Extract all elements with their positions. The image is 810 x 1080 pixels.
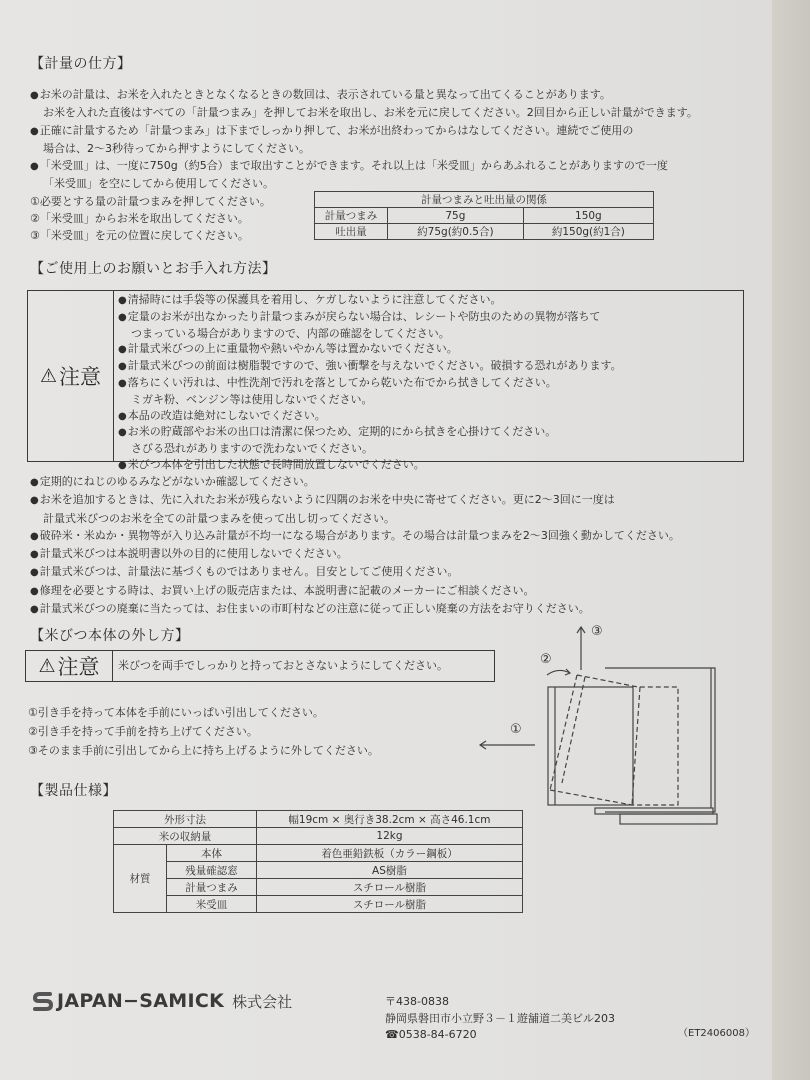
caution-text: 注意: [57, 655, 100, 679]
step-line: ③「米受皿」を元の位置に戻してください。: [30, 229, 249, 243]
material-value: スチロール樹脂: [256, 879, 522, 896]
caution-label: [26, 651, 113, 681]
diagram-label-2: ②: [540, 652, 552, 667]
warning-triangle-icon: ⚠: [38, 655, 56, 677]
caution-line: ● 清掃時には手袋等の保護具を着用し、ケガしないように注意してください。: [118, 292, 622, 309]
address: 静岡県磐田市小立野３－１遊舗道二美ビル203: [385, 1011, 615, 1025]
phone: ☎0538-84-6720: [385, 1028, 477, 1041]
caution-items: [118, 292, 622, 474]
bullet-line: 「米受皿」を空にしてから使用してください。: [43, 177, 274, 191]
bullet-line: ● 正確に計量するため「計量つまみ」は下までしっかり押して、お米が出終わってからはなしてください。連続でご使用の: [30, 122, 698, 140]
brand-name: JAPAN−SAMICK: [57, 990, 225, 1012]
cell: 75g: [388, 208, 524, 224]
bullet-line: お米を入れた直後はすべての「計量つまみ」を押してお米を取出し、お米を元に戻してください。2回目から正しい計量ができます。: [43, 106, 698, 120]
caution-line: ● 計量式米びつの上に重量物や熱いやかん等は置かないでください。: [118, 341, 622, 358]
material-value: スチロール樹脂: [256, 896, 522, 913]
material-part: 米受皿: [167, 896, 257, 913]
caution-line: ● 計量式米びつの前面は樹脂製ですので、強い衝撃を与えないでください。破損する恐れがあります。: [118, 358, 622, 375]
material-part: 残量確認窓: [167, 862, 257, 879]
caution-text: 注意: [59, 365, 102, 389]
note-line: ● 計量式米びつは本説明書以外の目的に使用しないでください。: [30, 545, 680, 563]
caution-line: ● お米の貯蔵部やお米の出口は清潔に保つため、定期的にから拭きを心掛けてください。: [118, 424, 622, 441]
measure-table-title: 計量つまみと吐出量の関係: [315, 192, 654, 208]
bullet-line: ● 「米受皿」は、一度に750g（約5合）まで取出すことができます。それ以上は「米受皿」からあふれることがありますので一度: [30, 157, 698, 175]
step-line: ②「米受皿」からお米を取出してください。: [30, 212, 249, 226]
note-line: ● 計量式米びつの廃棄に当たっては、お住まいの市町村などの注意に従って正しい廃棄の方法をお守りください。: [30, 600, 680, 618]
spec-label: 外形寸法: [114, 811, 257, 828]
spec-table: [113, 810, 523, 913]
diagram-label-1: ①: [510, 722, 522, 737]
note-line: ● 破砕米・米ぬか・異物等が入り込み計量が不均一になる場合があります。その場合は計量つまみを2～3回強く動かしてください。: [30, 527, 680, 545]
step-line: ③そのまま手前に引出してから上に持ち上げるように外してください。: [28, 744, 379, 757]
caution-line: ● 落ちにくい汚れは、中性洗剤で汚れを落としてから乾いた布でから拭きしてください。: [118, 375, 622, 392]
measure-table: [314, 191, 654, 240]
caution-label: [28, 291, 114, 461]
note-line: ● お米を追加するときは、先に入れたお米が残らないように四隅のお米を中央に寄せてください。更に2～3回に一度は: [30, 491, 680, 509]
row-label: 計量つまみ: [315, 208, 388, 224]
removal-diagram: [470, 615, 730, 830]
company-logo: [32, 990, 292, 1012]
section-title-spec: 【製品仕様】: [30, 783, 117, 799]
step-line: ①必要とする量の計量つまみを押してください。: [30, 194, 271, 208]
diagram-label-3: ③: [591, 624, 603, 639]
caution-box: [27, 290, 744, 471]
material-value: AS樹脂: [256, 862, 522, 879]
samick-logo-icon: [32, 990, 54, 1012]
cell: 約150g(約1合): [523, 224, 653, 240]
material-part: 計量つまみ: [167, 879, 257, 896]
section-title-care: 【ご使用上のお願いとお手入れ方法】: [30, 261, 277, 277]
cell: 約75g(約0.5合): [388, 224, 524, 240]
postal-code: 〒438-0838: [385, 995, 449, 1008]
note-line: ● 定期的にねじのゆるみなどがないか確認してください。: [30, 473, 680, 491]
spec-value: 幅19cm × 奥行き38.2cm × 高さ46.1cm: [256, 811, 522, 828]
care-notes: [30, 473, 680, 618]
remove-steps: [28, 703, 379, 760]
bullet-line: 場合は、2～3秒待ってから押すようにしてください。: [43, 141, 310, 155]
material-label: 材質: [114, 845, 167, 913]
caution-line: ミガキ粉、ベンジン等は使用しないでください。: [131, 392, 373, 406]
step-line: ②引き手を持って手前を持ち上げてください。: [28, 725, 258, 738]
caution-line: さびる恐れがありますので洗わないでください。: [131, 442, 373, 456]
remove-caution-box: [25, 650, 495, 682]
material-value: 着色亜鉛鉄板（カラー鋼板）: [256, 845, 522, 862]
note-line: ● 修理を必要とする時は、お買い上げの販売店または、本説明書に記載のメーカーにご相談ください。: [30, 582, 680, 600]
remove-caution-message: 米びつを両手でしっかりと持っておとさないようにしてください。: [118, 659, 448, 672]
caution-line: つまっている場合がありますので、内部の確認をしてください。: [131, 326, 450, 340]
note-line: ● 計量式米びつは、計量法に基づくものではありません。目安としてご使用ください。: [30, 563, 680, 581]
caution-line: ● 本品の改造は絶対にしないでください。: [118, 408, 622, 425]
background-surface: [772, 0, 810, 1080]
row-label: 吐出量: [315, 224, 388, 240]
section-title-measure: 【計量の仕方】: [30, 56, 132, 72]
company-address: [385, 994, 615, 1044]
caution-line: ● 米びつ本体を引出した状態で長時間放置しないでください。: [118, 457, 622, 474]
cell: 150g: [523, 208, 653, 224]
spec-label: 米の収納量: [114, 828, 257, 845]
document-code: （ET2406008）: [678, 1028, 755, 1039]
section-title-remove: 【米びつ本体の外し方】: [30, 628, 190, 644]
spec-value: 12kg: [256, 828, 522, 845]
material-part: 本体: [167, 845, 257, 862]
caution-line: ● 定量のお米が出なかったり計量つまみが戻らない場合は、レシートや防虫のための異物が落ちて: [118, 309, 622, 326]
step-line: ①引き手を持って本体を手前にいっぱい引出してください。: [28, 706, 324, 719]
note-line: 計量式米びつのお米を全ての計量つまみを使って出し切ってください。: [43, 511, 395, 525]
bullet-line: ● お米の計量は、お米を入れたときとなくなるときの数回は、表示されている量と異なって出てくることがあります。: [30, 86, 698, 104]
company-suffix: 株式会社: [232, 992, 293, 1011]
warning-triangle-icon: ⚠: [39, 365, 58, 387]
